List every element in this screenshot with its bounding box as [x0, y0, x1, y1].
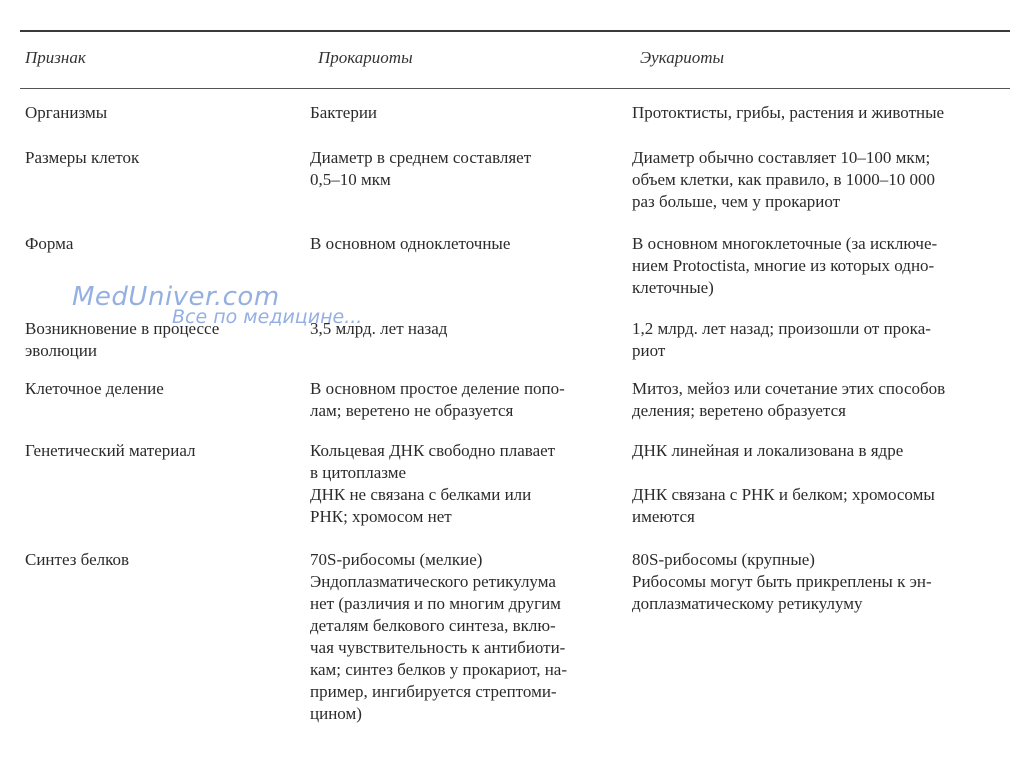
cell-line: 0,5–10 мкм [310, 170, 391, 189]
cell-line: Митоз, мейоз или сочетание этих способов [632, 379, 946, 398]
watermark-tagline: Все по медицине... [172, 306, 363, 328]
cell-prokaryotes [310, 440, 608, 528]
cell-feature [25, 102, 300, 124]
cell-line: клеточные) [632, 278, 714, 297]
cell-line: Размеры клеток [25, 148, 140, 167]
cell-line: В основном простое деление попо- [310, 379, 565, 398]
header-rule [20, 88, 1010, 89]
cell-feature [25, 147, 300, 169]
cell-line: В основном многоклеточные (за исключе- [632, 234, 938, 253]
cell-prokaryotes [310, 549, 608, 725]
cell-line: РНК; хромосом нет [310, 507, 452, 526]
cell-line: кам; синтез белков у прокариот, на- [310, 660, 568, 679]
cell-line: чая чувствительность к антибиоти- [310, 638, 566, 657]
cell-eukaryotes [632, 318, 1006, 362]
cell-line: Форма [25, 234, 74, 253]
header-feature: Признак [25, 48, 86, 67]
cell-line: Возникновение в процессе [25, 319, 220, 338]
cell-line: 80S-рибосомы (крупные) [632, 550, 815, 569]
cell-line: Бактерии [310, 103, 378, 122]
cell-line: имеются [632, 507, 695, 526]
cell-prokaryotes [310, 102, 608, 124]
cell-line: 70S-рибосомы (мелкие) [310, 550, 483, 569]
cell-line: в цитоплазме [310, 463, 407, 482]
cell-line: Диаметр обычно составляет 10–100 мкм; [632, 148, 931, 167]
cell-prokaryotes [310, 233, 608, 255]
cell-line: деталям белкового синтеза, вклю- [310, 616, 556, 635]
cell-line: лам; веретено не образуется [310, 401, 514, 420]
cell-line: Клеточное деление [25, 379, 164, 398]
cell-line: объем клетки, как правило, в 1000–10 000 [632, 170, 935, 189]
cell-eukaryotes [632, 549, 1006, 615]
cell-line: Синтез белков [25, 550, 130, 569]
cell-line: нием Protoctista, многие из которых одно- [632, 256, 935, 275]
cell-feature [25, 440, 300, 462]
cell-line: пример, ингибируется стрептоми- [310, 682, 557, 701]
cell-line: В основном одноклеточные [310, 234, 511, 253]
cell-line: 3,5 млрд. лет назад [310, 319, 448, 338]
cell-feature [25, 318, 300, 362]
cell-line: 1,2 млрд. лет назад; произошли от прока- [632, 319, 931, 338]
cell-eukaryotes [632, 233, 1006, 299]
cell-line: нет (различия и по многим другим [310, 594, 561, 613]
cell-eukaryotes [632, 440, 1006, 528]
cell-prokaryotes [310, 378, 608, 422]
cell-line: риот [632, 341, 666, 360]
header-prokaryotes: Прокариоты [318, 48, 413, 67]
cell-feature [25, 233, 300, 255]
cell-eukaryotes [632, 378, 1006, 422]
watermark-site: MedUniver.com [72, 282, 280, 312]
cell-eukaryotes [632, 147, 1006, 213]
cell-line: Диаметр в среднем составляет [310, 148, 532, 167]
cell-line: раз больше, чем у прокариот [632, 192, 841, 211]
table-top-rule [20, 30, 1010, 32]
cell-line: Протоктисты, грибы, растения и животные [632, 103, 945, 122]
cell-line: ДНК не связана с белками или [310, 485, 532, 504]
cell-prokaryotes [310, 147, 608, 191]
cell-line: ДНК связана с РНК и белком; хромосомы [632, 485, 935, 504]
cell-line [632, 462, 1006, 484]
cell-line: эволюции [25, 341, 97, 360]
cell-line: Генетический материал [25, 441, 196, 460]
cell-line: Эндоплазматического ретикулума [310, 572, 556, 591]
cell-line: деления; веретено образуется [632, 401, 846, 420]
cell-line: Организмы [25, 103, 108, 122]
cell-prokaryotes [310, 318, 608, 340]
cell-line: ДНК линейная и локализована в ядре [632, 441, 904, 460]
cell-feature [25, 549, 300, 571]
cell-line: цином) [310, 704, 362, 723]
cell-line: Кольцевая ДНК свободно плавает [310, 441, 556, 460]
cell-feature [25, 378, 300, 400]
cell-line: Рибосомы могут быть прикреплены к эн- [632, 572, 932, 591]
header-eukaryotes: Эукариоты [640, 48, 724, 67]
cell-line: доплазматическому ретикулуму [632, 594, 863, 613]
cell-eukaryotes [632, 102, 1006, 124]
